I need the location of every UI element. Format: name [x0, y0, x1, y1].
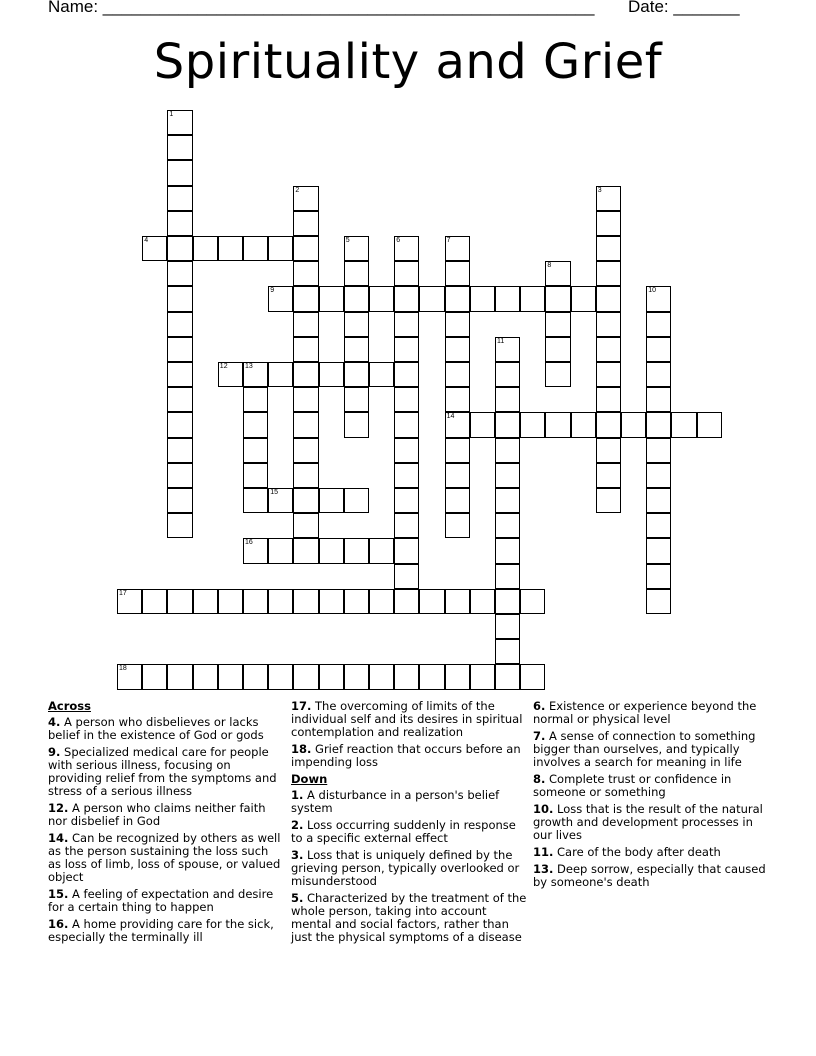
grid-cell[interactable] — [596, 387, 621, 412]
grid-cell[interactable] — [445, 664, 470, 689]
clue-number: 15 — [270, 489, 278, 496]
grid-cell[interactable] — [243, 362, 268, 387]
clue-item — [533, 700, 769, 726]
clue-text: Loss that is uniquely defined by the grieving person, typically overlooked or misunderstood — [291, 848, 520, 888]
grid-cell[interactable] — [596, 463, 621, 488]
grid-cell[interactable] — [394, 513, 419, 538]
grid-cell[interactable] — [344, 312, 369, 337]
grid-cell[interactable] — [293, 186, 318, 211]
grid-cell[interactable] — [268, 236, 293, 261]
grid-cell[interactable] — [596, 438, 621, 463]
grid-cell[interactable] — [293, 387, 318, 412]
grid-cell[interactable] — [319, 488, 344, 513]
grid-cell[interactable] — [293, 337, 318, 362]
clue-item — [48, 888, 284, 914]
grid-cell[interactable] — [495, 337, 520, 362]
clue-text: Loss that is the result of the natural growth and development processes in our lives — [533, 802, 763, 842]
grid-cell[interactable] — [445, 261, 470, 286]
clue-num: 17. — [291, 699, 312, 713]
grid-cell[interactable] — [293, 412, 318, 437]
grid-cell[interactable] — [117, 589, 142, 614]
grid-cell[interactable] — [495, 664, 520, 689]
grid-cell[interactable] — [419, 286, 444, 311]
clue-number: 13 — [245, 363, 253, 370]
down-clues-list — [291, 789, 527, 944]
clue-number: 11 — [497, 337, 505, 345]
grid-cell[interactable] — [293, 463, 318, 488]
clue-num: 12. — [48, 801, 69, 815]
clue-number: 7 — [446, 237, 451, 244]
grid-cell[interactable] — [394, 463, 419, 488]
grid-cell[interactable] — [646, 513, 671, 538]
grid-cell[interactable] — [470, 412, 495, 437]
clue-num: 11. — [533, 845, 554, 859]
grid-cell[interactable] — [495, 564, 520, 589]
grid-cell[interactable] — [394, 589, 419, 614]
grid-cell[interactable] — [344, 412, 369, 437]
grid-cell[interactable] — [495, 589, 520, 614]
clue-num: 7. — [533, 729, 546, 743]
clue-text: The overcoming of limits of the individual self and its desires in spiritual contemplation and realization — [291, 699, 523, 739]
grid-cell[interactable] — [394, 488, 419, 513]
clue-number: 4 — [144, 237, 149, 244]
grid-cell[interactable] — [394, 664, 419, 689]
grid-cell[interactable] — [193, 664, 218, 689]
across-clues-list — [48, 716, 284, 944]
grid-cell[interactable] — [319, 589, 344, 614]
grid-cell[interactable] — [445, 513, 470, 538]
clue-number: 9 — [270, 287, 275, 295]
grid-cell[interactable] — [495, 438, 520, 463]
grid-cell[interactable] — [293, 236, 318, 261]
down-clues-list-cont — [533, 700, 769, 889]
grid-cell[interactable] — [419, 589, 444, 614]
grid-cell[interactable] — [344, 362, 369, 387]
across-clues-list-cont — [291, 700, 527, 769]
grid-cell[interactable] — [117, 664, 142, 689]
grid-cell[interactable] — [470, 589, 495, 614]
grid-cell[interactable] — [167, 160, 192, 185]
grid-cell[interactable] — [268, 589, 293, 614]
grid-cell[interactable] — [495, 362, 520, 387]
clue-num: 16. — [48, 917, 69, 931]
grid-cell[interactable] — [193, 236, 218, 261]
clue-text: A feeling of expectation and desire for a certain thing to happen — [48, 887, 274, 914]
clue-num: 13. — [533, 862, 554, 876]
grid-cell[interactable] — [596, 488, 621, 513]
grid-cell[interactable] — [243, 664, 268, 689]
grid-cell[interactable] — [293, 538, 318, 563]
grid-cell[interactable] — [394, 362, 419, 387]
grid-cell[interactable] — [167, 186, 192, 211]
grid-cell[interactable] — [243, 412, 268, 437]
grid-cell[interactable] — [319, 362, 344, 387]
grid-cell[interactable] — [167, 261, 192, 286]
grid-cell[interactable] — [596, 236, 621, 261]
page-title: Spirituality and Grief — [153, 34, 663, 90]
grid-cell[interactable] — [545, 286, 570, 311]
grid-cell[interactable] — [167, 236, 192, 261]
grid-cell[interactable] — [495, 639, 520, 664]
grid-cell[interactable] — [243, 538, 268, 563]
grid-cell[interactable] — [394, 286, 419, 311]
grid-cell[interactable] — [344, 387, 369, 412]
grid-cell[interactable] — [268, 286, 293, 311]
grid-cell[interactable] — [369, 589, 394, 614]
down-heading: Down — [291, 772, 328, 786]
grid-cell[interactable] — [293, 261, 318, 286]
clue-item — [533, 846, 769, 859]
grid-cell[interactable] — [344, 488, 369, 513]
grid-cell[interactable] — [646, 564, 671, 589]
grid-cell[interactable] — [319, 538, 344, 563]
grid-cell[interactable] — [293, 513, 318, 538]
grid-cell[interactable] — [445, 286, 470, 311]
grid-cell[interactable] — [445, 438, 470, 463]
grid-cell[interactable] — [445, 312, 470, 337]
clue-num: 1. — [291, 788, 304, 802]
grid-cell[interactable] — [520, 412, 545, 437]
clue-item — [48, 918, 284, 944]
grid-cell[interactable] — [545, 312, 570, 337]
grid-cell[interactable] — [495, 463, 520, 488]
grid-cell[interactable] — [167, 412, 192, 437]
grid-cell[interactable] — [394, 438, 419, 463]
clue-text: A disturbance in a person's belief system — [291, 788, 500, 815]
grid-cell[interactable] — [293, 664, 318, 689]
grid-cell[interactable] — [344, 261, 369, 286]
name-label[interactable]: Name: ____________________________________________________ — [48, 0, 595, 16]
clue-text: A person who disbelieves or lacks belief in the existence of God or gods — [48, 715, 264, 742]
clue-text: Complete trust or confidence in someone or something — [533, 772, 732, 799]
clue-num: 2. — [291, 818, 304, 832]
grid-cell[interactable] — [344, 337, 369, 362]
clue-text: Characterized by the treatment of the whole person, taking into account mental and social factors, rather than just the physical symptoms of a disease — [291, 891, 527, 944]
grid-cell[interactable] — [167, 589, 192, 614]
clue-text: A home providing care for the sick, especially the terminally ill — [48, 917, 274, 944]
clue-num: 4. — [48, 715, 61, 729]
clue-item — [533, 773, 769, 799]
grid-cell[interactable] — [470, 286, 495, 311]
grid-cell[interactable] — [646, 337, 671, 362]
grid-cell[interactable] — [142, 589, 167, 614]
grid-cell[interactable] — [167, 664, 192, 689]
grid-cell[interactable] — [369, 664, 394, 689]
grid-cell[interactable] — [268, 664, 293, 689]
grid-cell[interactable] — [268, 362, 293, 387]
clue-item — [48, 746, 284, 798]
clues-column-2 — [291, 700, 527, 948]
grid-cell[interactable] — [243, 589, 268, 614]
grid-cell[interactable] — [445, 589, 470, 614]
clue-num: 5. — [291, 891, 304, 905]
grid-cell[interactable] — [167, 513, 192, 538]
grid-cell[interactable] — [495, 387, 520, 412]
grid-cell[interactable] — [344, 538, 369, 563]
grid-cell[interactable] — [243, 438, 268, 463]
clue-number: 3 — [597, 186, 602, 194]
grid-cell[interactable] — [495, 538, 520, 563]
clue-text: Specialized medical care for people with serious illness, focusing on providing relief from the symptoms and stress of a serious illness — [48, 745, 277, 798]
grid-cell[interactable] — [621, 412, 646, 437]
grid-cell[interactable] — [571, 286, 596, 311]
grid-cell[interactable] — [545, 362, 570, 387]
grid-cell[interactable] — [520, 664, 545, 689]
grid-cell[interactable] — [445, 412, 470, 437]
grid-cell[interactable] — [596, 211, 621, 236]
grid-cell[interactable] — [243, 488, 268, 513]
grid-cell[interactable] — [167, 286, 192, 311]
grid-cell[interactable] — [470, 664, 495, 689]
grid-cell[interactable] — [445, 337, 470, 362]
grid-cell[interactable] — [419, 664, 444, 689]
grid-cell[interactable] — [596, 261, 621, 286]
clue-number: 5 — [345, 237, 350, 244]
grid-cell[interactable] — [193, 589, 218, 614]
grid-cell[interactable] — [596, 362, 621, 387]
clue-num: 6. — [533, 699, 546, 713]
grid-cell[interactable] — [319, 664, 344, 689]
grid-cell[interactable] — [369, 538, 394, 563]
grid-cell[interactable] — [646, 286, 671, 311]
grid-cell[interactable] — [646, 463, 671, 488]
grid-cell[interactable] — [495, 614, 520, 639]
grid-cell[interactable] — [495, 513, 520, 538]
grid-cell[interactable] — [394, 261, 419, 286]
grid-cell[interactable] — [293, 286, 318, 311]
grid-cell[interactable] — [369, 362, 394, 387]
clue-text: Existence or experience beyond the normal or physical level — [533, 699, 757, 726]
grid-cell[interactable] — [167, 337, 192, 362]
date-label[interactable]: Date: _______ — [628, 0, 740, 16]
grid-cell[interactable] — [646, 488, 671, 513]
grid-cell[interactable] — [445, 362, 470, 387]
clue-text: Loss occurring suddenly in response to a specific external effect — [291, 818, 516, 845]
grid-cell[interactable] — [596, 186, 621, 211]
grid-cell[interactable] — [596, 312, 621, 337]
grid-cell[interactable] — [167, 438, 192, 463]
grid-cell[interactable] — [344, 664, 369, 689]
grid-cell[interactable] — [319, 286, 344, 311]
grid-cell[interactable] — [243, 463, 268, 488]
clue-item — [533, 803, 769, 842]
grid-cell[interactable] — [445, 236, 470, 261]
grid-cell[interactable] — [268, 538, 293, 563]
grid-cell[interactable] — [545, 412, 570, 437]
grid-cell[interactable] — [394, 538, 419, 563]
grid-cell[interactable] — [394, 387, 419, 412]
grid-cell[interactable] — [167, 463, 192, 488]
grid-cell[interactable] — [545, 261, 570, 286]
grid-cell[interactable] — [646, 312, 671, 337]
clue-item — [48, 802, 284, 828]
clue-item — [533, 863, 769, 889]
grid-cell[interactable] — [142, 664, 167, 689]
grid-cell[interactable] — [445, 387, 470, 412]
grid-cell[interactable] — [344, 286, 369, 311]
clue-text: Care of the body after death — [553, 845, 721, 859]
grid-cell[interactable] — [268, 488, 293, 513]
clue-num: 9. — [48, 745, 61, 759]
grid-cell[interactable] — [167, 211, 192, 236]
grid-cell[interactable] — [596, 412, 621, 437]
grid-cell[interactable] — [293, 362, 318, 387]
grid-cell[interactable] — [218, 664, 243, 689]
grid-cell[interactable] — [394, 337, 419, 362]
grid-cell[interactable] — [167, 135, 192, 160]
grid-cell[interactable] — [218, 589, 243, 614]
clue-text: Can be recognized by others as well as the person sustaining the loss such as loss of limb, loss of spouse, or valued object — [48, 831, 281, 884]
grid-cell[interactable] — [167, 362, 192, 387]
clue-item — [291, 892, 527, 944]
grid-cell[interactable] — [394, 312, 419, 337]
grid-cell[interactable] — [495, 488, 520, 513]
clue-item — [291, 819, 527, 845]
clue-num: 10. — [533, 802, 554, 816]
grid-cell[interactable] — [520, 286, 545, 311]
clues-column-1 — [48, 700, 284, 948]
clue-num: 3. — [291, 848, 304, 862]
clue-number: 18 — [119, 665, 127, 673]
clue-text: A person who claims neither faith nor disbelief in God — [48, 801, 266, 828]
grid-cell[interactable] — [545, 337, 570, 362]
grid-cell[interactable] — [596, 286, 621, 311]
clues-column-3 — [533, 700, 769, 893]
clue-item — [291, 743, 527, 769]
clue-number: 17 — [119, 589, 127, 597]
clue-num: 8. — [533, 772, 546, 786]
grid-cell[interactable] — [293, 589, 318, 614]
grid-cell[interactable] — [218, 362, 243, 387]
grid-cell[interactable] — [142, 236, 167, 261]
grid-cell[interactable] — [671, 412, 696, 437]
grid-cell[interactable] — [394, 564, 419, 589]
clue-text: Deep sorrow, especially that caused by someone's death — [533, 862, 766, 889]
grid-cell[interactable] — [394, 412, 419, 437]
grid-cell[interactable] — [495, 412, 520, 437]
grid-cell[interactable] — [167, 110, 192, 135]
grid-cell[interactable] — [293, 211, 318, 236]
grid-cell[interactable] — [646, 362, 671, 387]
grid-cell[interactable] — [243, 236, 268, 261]
clue-number: 10 — [648, 287, 656, 295]
grid-cell[interactable] — [344, 236, 369, 261]
grid-cell[interactable] — [646, 387, 671, 412]
grid-cell[interactable] — [445, 463, 470, 488]
clue-item — [48, 832, 284, 884]
grid-cell[interactable] — [646, 538, 671, 563]
grid-cell[interactable] — [646, 412, 671, 437]
grid-cell[interactable] — [520, 589, 545, 614]
grid-cell[interactable] — [571, 412, 596, 437]
clue-number: 8 — [547, 262, 552, 270]
grid-cell[interactable] — [646, 438, 671, 463]
grid-cell[interactable] — [293, 488, 318, 513]
clue-num: 14. — [48, 831, 69, 845]
grid-cell[interactable] — [293, 438, 318, 463]
clue-text: Grief reaction that occurs before an impending loss — [291, 742, 521, 769]
grid-cell[interactable] — [646, 589, 671, 614]
clue-num: 15. — [48, 887, 69, 901]
grid-cell[interactable] — [167, 488, 192, 513]
clue-item — [291, 849, 527, 888]
clue-number: 14 — [446, 413, 455, 421]
grid-cell[interactable] — [243, 387, 268, 412]
across-heading: Across — [48, 699, 91, 713]
grid-cell[interactable] — [167, 387, 192, 412]
grid-cell[interactable] — [344, 589, 369, 614]
clue-item — [533, 730, 769, 769]
grid-cell[interactable] — [495, 286, 520, 311]
clue-number: 16 — [245, 539, 253, 547]
grid-cell[interactable] — [369, 286, 394, 311]
grid-cell[interactable] — [293, 312, 318, 337]
clue-number: 1 — [169, 111, 174, 118]
clue-number: 2 — [295, 186, 300, 194]
grid-cell[interactable] — [596, 337, 621, 362]
clue-number: 12 — [219, 363, 228, 370]
clue-text: A sense of connection to something bigger than ourselves, and typically involves a search for meaning in life — [533, 729, 756, 769]
grid-cell[interactable] — [394, 236, 419, 261]
clue-item — [291, 700, 527, 739]
clue-number: 6 — [396, 237, 401, 244]
clue-item — [48, 716, 284, 742]
clue-num: 18. — [291, 742, 312, 756]
grid-cell[interactable] — [218, 236, 243, 261]
grid-cell[interactable] — [167, 312, 192, 337]
grid-cell[interactable] — [445, 488, 470, 513]
clue-item — [291, 789, 527, 815]
grid-cell[interactable] — [697, 412, 722, 437]
